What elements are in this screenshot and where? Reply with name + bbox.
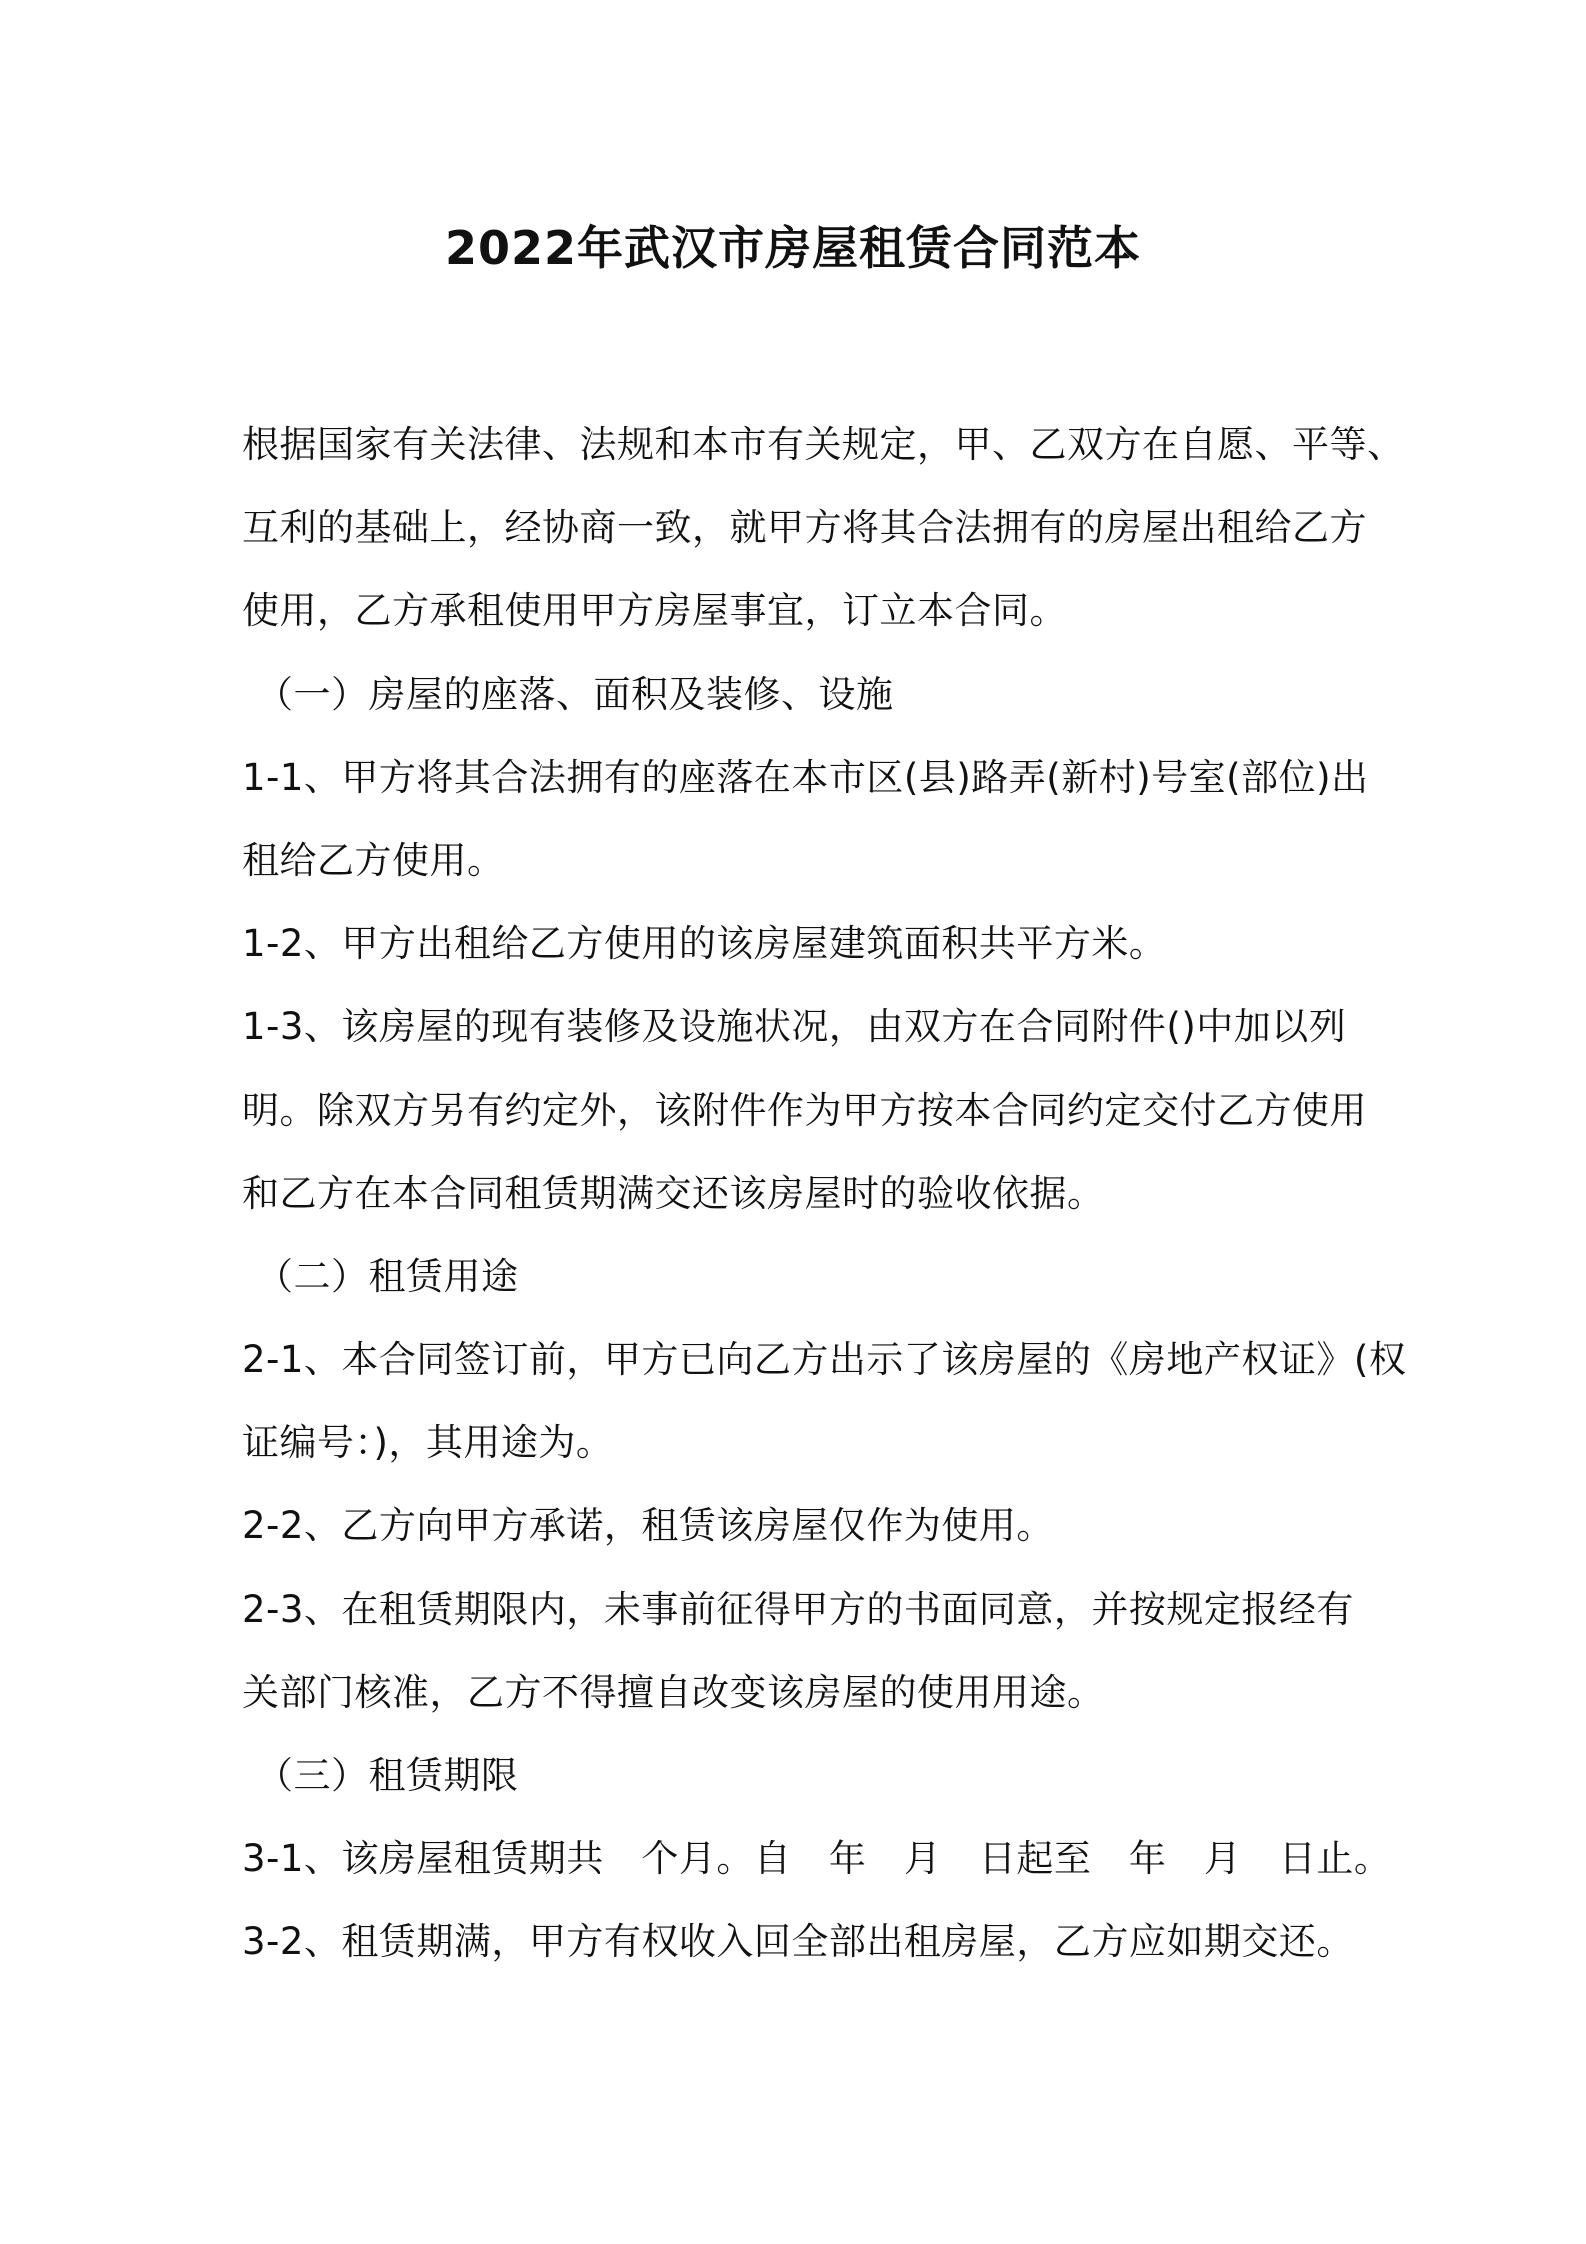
section-heading: （二）租赁用途: [256, 1254, 519, 1298]
body-line: 1-1、甲方将其合法拥有的座落在本市区(县)路弄(新村)号室(部位)出: [242, 755, 1369, 799]
body-line: 2-1、本合同签订前，甲方已向乙方出示了该房屋的《房地产权证》(权: [242, 1338, 1407, 1382]
body-line: 租给乙方使用。: [242, 838, 505, 882]
body-line: 2-2、乙方向甲方承诺，租赁该房屋仅作为使用。: [242, 1504, 1054, 1548]
body-line: 3-2、租赁期满，甲方有权收入回全部出租房屋，乙方应如期交还。: [242, 1920, 1354, 1964]
body-line: 3-1、该房屋租赁期共 个月。自 年 月 日起至 年 月 日止。: [242, 1837, 1392, 1881]
body-line: 和乙方在本合同租赁期满交还该房屋时的验收依据。: [242, 1171, 1105, 1215]
body-line: 根据国家有关法律、法规和本市有关规定，甲、乙双方在自愿、平等、: [242, 423, 1405, 466]
body-line: 1-3、该房屋的现有装修及设施状况，由双方在合同附件()中加以列: [242, 1005, 1347, 1049]
body-line: 使用，乙方承租使用甲方房屋事宜，订立本合同。: [242, 589, 1067, 633]
body-line: 2-3、在租赁期限内，未事前征得甲方的书面同意，并按规定报经有: [242, 1587, 1354, 1631]
document-body: [242, 403, 1407, 1984]
section-heading: （一）房屋的座落、面积及装修、设施: [256, 672, 894, 716]
body-line: 1-2、甲方出租给乙方使用的该房屋建筑面积共平方米。: [242, 922, 1167, 966]
body-line: 明。除双方另有约定外，该附件作为甲方按本合同约定交付乙方使用: [242, 1088, 1367, 1132]
body-line: 关部门核准，乙方不得擅自改变该房屋的使用用途。: [242, 1670, 1105, 1714]
section-heading: （三）租赁期限: [256, 1754, 519, 1797]
body-line: 互利的基础上，经协商一致，就甲方将其合法拥有的房屋出租给乙方: [242, 506, 1367, 550]
body-line: 证编号：)，其用途为。: [242, 1421, 614, 1465]
document-title: 2022年武汉市房屋租赁合同范本: [444, 221, 1142, 275]
